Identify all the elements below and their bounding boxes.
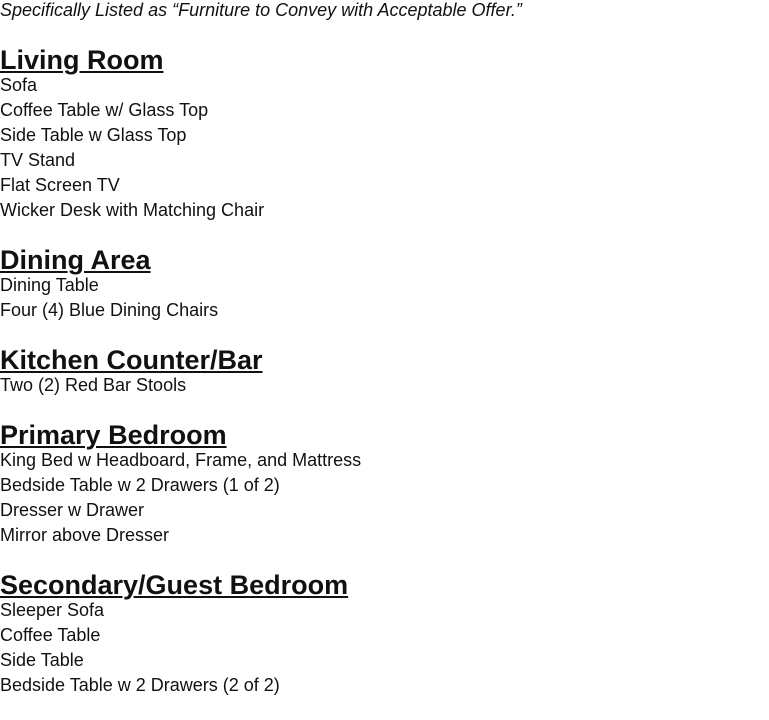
- intro-text: Specifically Listed as “Furniture to Convey with Acceptable Offer.”: [0, 0, 522, 20]
- section-heading: Primary Bedroom: [0, 420, 227, 450]
- section-heading: Living Room: [0, 45, 164, 75]
- list-item: TV Stand: [0, 150, 76, 170]
- list-item: Bedside Table w 2 Drawers (2 of 2): [0, 675, 280, 695]
- list-item: Dresser w Drawer: [0, 500, 145, 520]
- list-item: Dining Table: [0, 275, 99, 295]
- list-item: Flat Screen TV: [0, 175, 120, 195]
- list-item: Mirror above Dresser: [0, 525, 170, 545]
- list-item: Coffee Table: [0, 625, 101, 645]
- section-secondary-guest-bedroom: [0, 570, 769, 698]
- section-dining-area: [0, 245, 769, 323]
- section-heading: Kitchen Counter/Bar: [0, 345, 263, 375]
- section-heading: Secondary/Guest Bedroom: [0, 570, 349, 600]
- item-list: [0, 373, 769, 398]
- section-living-room: [0, 45, 769, 223]
- list-item: King Bed w Headboard, Frame, and Mattress: [0, 450, 362, 470]
- list-item: Two (2) Red Bar Stools: [0, 375, 187, 395]
- item-list: [0, 448, 769, 548]
- list-item: Bedside Table w 2 Drawers (1 of 2): [0, 475, 280, 495]
- list-item: Sofa: [0, 75, 38, 95]
- list-item: Side Table w Glass Top: [0, 125, 187, 145]
- list-item: Wicker Desk with Matching Chair: [0, 200, 265, 220]
- item-list: [0, 598, 769, 698]
- section-heading: Dining Area: [0, 245, 151, 275]
- section-kitchen-counter-bar: [0, 345, 769, 398]
- item-list: [0, 273, 769, 323]
- section-primary-bedroom: [0, 420, 769, 548]
- list-item: Side Table: [0, 650, 84, 670]
- list-item: Coffee Table w/ Glass Top: [0, 100, 209, 120]
- list-item: Four (4) Blue Dining Chairs: [0, 300, 219, 320]
- list-item: Sleeper Sofa: [0, 600, 105, 620]
- item-list: [0, 73, 769, 223]
